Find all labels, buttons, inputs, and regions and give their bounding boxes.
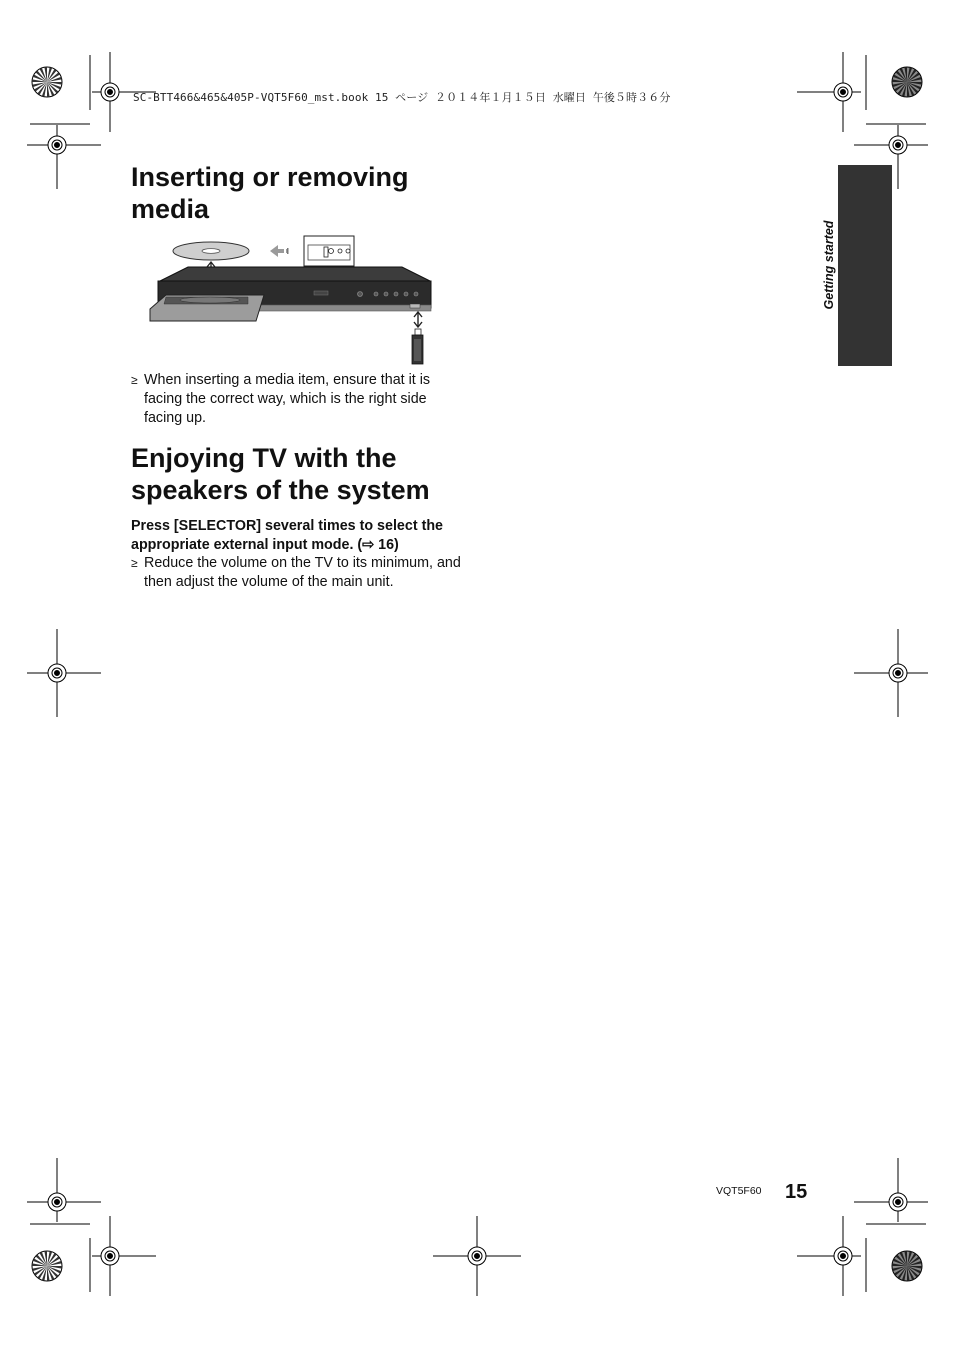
bullet-text: When inserting a media item, ensure that it is facing the correct way, which is the right side facing up. bbox=[144, 372, 431, 426]
side-tab bbox=[838, 165, 892, 366]
color-registration-mark-icon bbox=[32, 67, 62, 97]
color-registration-mark-icon bbox=[892, 67, 922, 97]
side-tab-label: Getting started bbox=[822, 220, 836, 310]
usb-arrow-icon bbox=[414, 312, 422, 327]
bullet-text: Reduce the volume on the TV to its minimum, and then adjust the volume of the main unit. bbox=[144, 555, 461, 590]
bullet-item bbox=[131, 371, 461, 428]
print-header: SC-BTT466&465&405P-VQT5F60_mst.book 15 ページ ２０１４年１月１５日 水曜日 午後５時３６分 bbox=[133, 91, 671, 104]
bullet-mark: ≥ bbox=[131, 373, 138, 387]
document-code: VQT5F60 bbox=[716, 1185, 762, 1197]
side-tab-label-wrap bbox=[822, 210, 836, 320]
section-title-inserting: Inserting or removing media bbox=[131, 162, 409, 224]
disc-icon bbox=[173, 242, 249, 260]
color-registration-mark-icon bbox=[32, 1251, 62, 1281]
page-number: 15 bbox=[785, 1181, 808, 1203]
usb-memory-icon bbox=[412, 329, 423, 364]
bullet-mark: ≥ bbox=[131, 556, 138, 570]
section-title-enjoying-tv: Enjoying TV with the speakers of the system bbox=[131, 443, 430, 505]
media-insert-illustration bbox=[148, 233, 448, 368]
eject-direction-arrow-icon bbox=[270, 245, 289, 257]
color-registration-mark-icon bbox=[892, 1251, 922, 1281]
instruction-text: Press [SELECTOR] several times to select the appropriate external input mode. (⇨ 16) bbox=[131, 518, 444, 553]
bullet-item bbox=[131, 554, 461, 592]
